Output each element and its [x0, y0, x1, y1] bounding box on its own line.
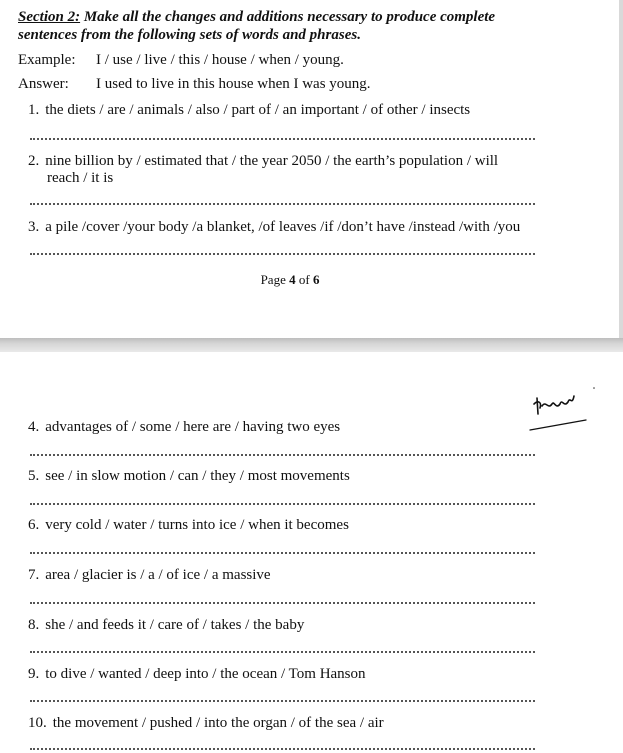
example-text: I / use / live / this / house / when / young. — [96, 52, 344, 68]
question-number: 4. — [28, 419, 40, 435]
handwritten-signature — [528, 382, 598, 432]
footer-total-pages: 6 — [312, 272, 320, 287]
question-text: see / in slow motion / can / they / most movements — [45, 468, 350, 484]
question-text: the movement / pushed / into the organ / of the sea / air — [52, 715, 384, 731]
question-1 — [28, 101, 470, 119]
answer-line-5[interactable] — [30, 503, 535, 505]
question-4 — [28, 418, 340, 436]
example-row — [18, 52, 344, 69]
page-gap — [0, 338, 623, 352]
question-6 — [28, 516, 349, 534]
question-text: to dive / wanted / deep into / the ocean / Tom Hanson — [45, 666, 366, 682]
question-9 — [28, 665, 366, 683]
question-text: nine billion by / estimated that / the year 2050 / the earth’s population / will — [45, 153, 499, 169]
section-instruction-line2: sentences from the following sets of words and phrases. — [18, 27, 361, 43]
answer-line-6[interactable] — [30, 552, 535, 554]
question-text: she / and feeds it / care of / takes / the baby — [45, 617, 305, 633]
section-label: Section 2: — [18, 9, 81, 25]
footer-prefix: Page — [260, 272, 290, 287]
answer-line-8[interactable] — [30, 651, 535, 653]
question-number: 8. — [28, 617, 40, 633]
answer-label: Answer: — [18, 76, 69, 92]
question-7 — [28, 566, 271, 584]
page-top — [0, 0, 623, 338]
question-text: advantages of / some / here are / having two eyes — [45, 419, 341, 435]
question-2-continuation: reach / it is — [47, 170, 114, 186]
footer-current-page: 4 — [289, 272, 296, 287]
scan-edge — [619, 0, 623, 338]
answer-row — [18, 76, 371, 93]
answer-line-3[interactable] — [30, 253, 535, 255]
question-number: 6. — [28, 517, 40, 533]
answer-line-7[interactable] — [30, 602, 535, 604]
question-number: 7. — [28, 567, 40, 583]
example-label: Example: — [18, 52, 76, 68]
question-number: 10. — [28, 715, 47, 731]
question-2 — [28, 152, 498, 170]
question-3 — [28, 218, 520, 236]
answer-line-2[interactable] — [30, 203, 535, 205]
answer-line-4[interactable] — [30, 454, 535, 456]
answer-line-1[interactable] — [30, 138, 535, 140]
question-number: 9. — [28, 666, 40, 682]
question-text: very cold / water / turns into ice / when it becomes — [45, 517, 349, 533]
question-number: 3. — [28, 219, 40, 235]
answer-line-9[interactable] — [30, 700, 535, 702]
question-number: 2. — [28, 153, 40, 169]
question-5 — [28, 467, 350, 485]
section-instruction: Make all the changes and additions necessary to produce complete — [83, 9, 496, 25]
question-text: area / glacier is / a / of ice / a massive — [45, 567, 271, 583]
answer-text: I used to live in this house when I was young. — [96, 76, 371, 92]
question-text: the diets / are / animals / also / part of / an important / of other / insects — [45, 102, 471, 118]
question-number: 1. — [28, 102, 40, 118]
question-number: 5. — [28, 468, 40, 484]
page-bottom — [0, 352, 623, 753]
question-10 — [28, 714, 384, 732]
question-8 — [28, 616, 304, 634]
section-header — [18, 8, 608, 44]
footer-middle: of — [295, 272, 313, 287]
page-footer — [0, 272, 580, 288]
answer-line-10[interactable] — [30, 748, 535, 750]
question-text: a pile /cover /your body /a blanket, /of leaves /if /don’t have /instead /with /you — [45, 219, 521, 235]
